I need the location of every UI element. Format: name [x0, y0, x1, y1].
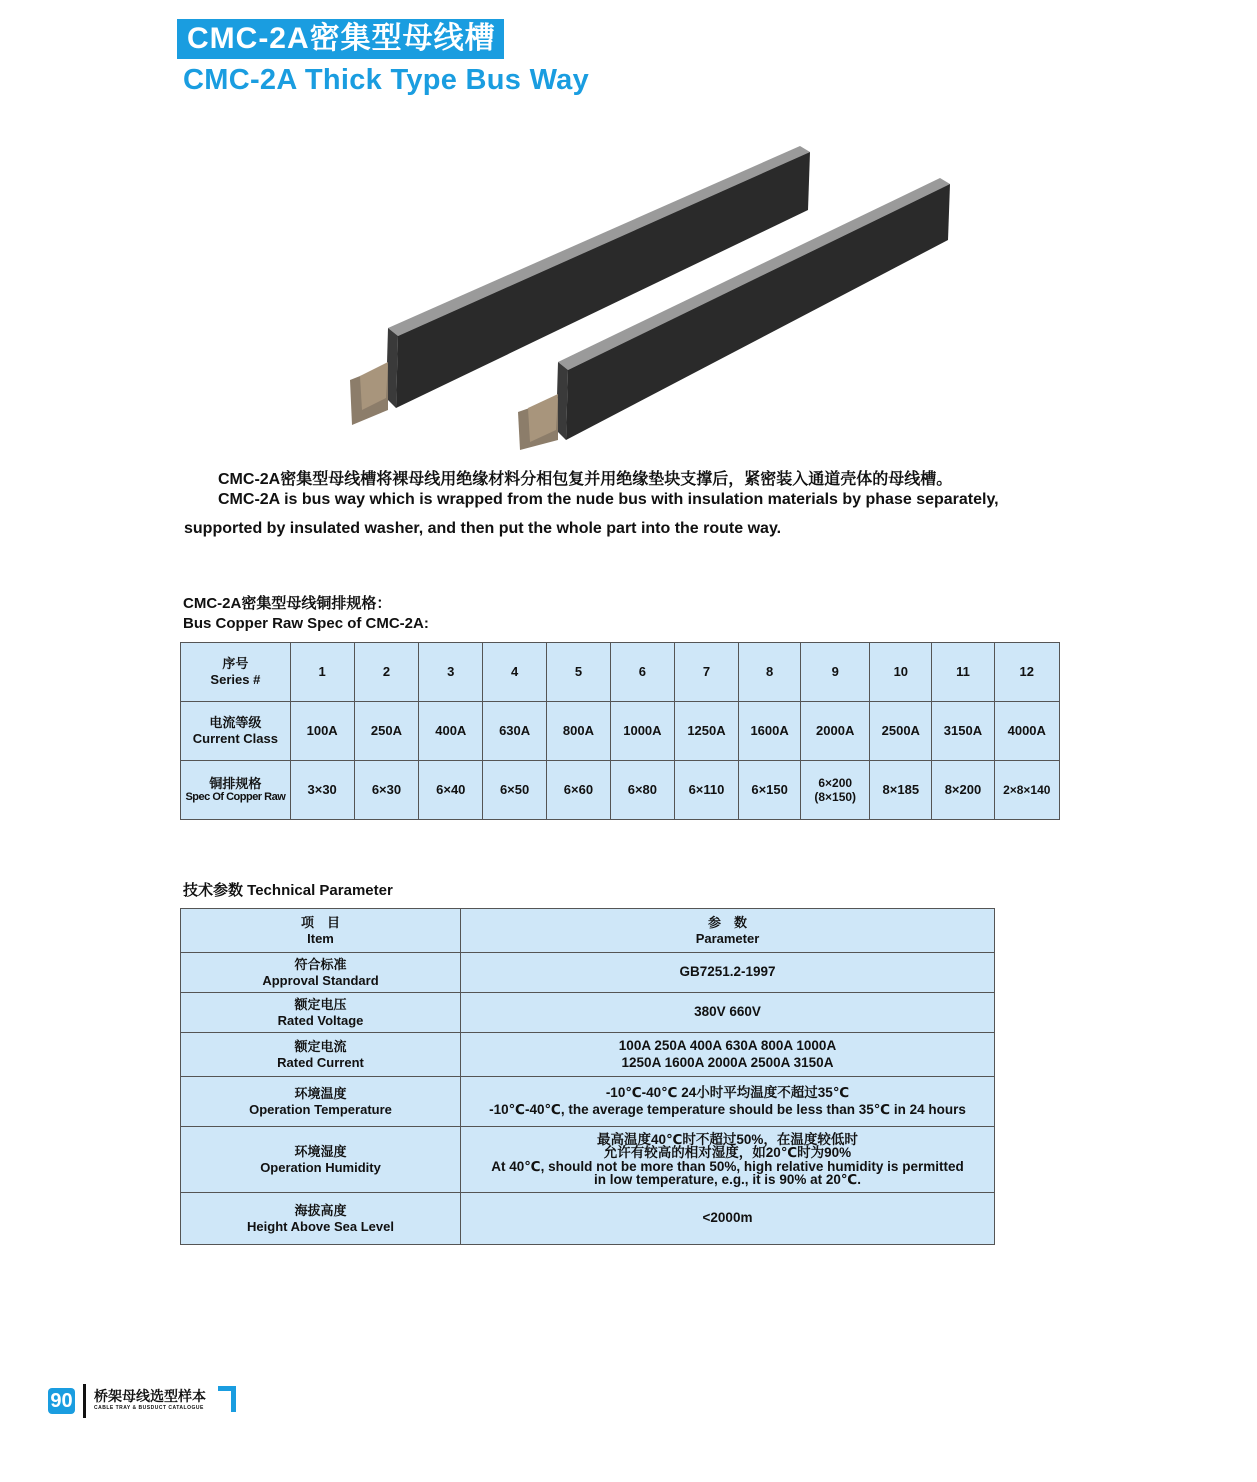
- item-cn: 环境湿度: [294, 1143, 347, 1159]
- item-en: Operation Humidity: [260, 1159, 381, 1175]
- parameter-line: GB7251.2-1997: [679, 964, 776, 980]
- item-en: Rated Voltage: [277, 1012, 364, 1028]
- spec-cell: 12: [994, 643, 1059, 702]
- spec-cell: 2500A: [870, 702, 932, 761]
- spec-cell: 6×50: [483, 761, 547, 820]
- spec-row: [181, 643, 1060, 702]
- spec-cell: 10: [870, 643, 932, 702]
- tech-heading: 技术参数 Technical Parameter: [183, 882, 393, 899]
- label-cn: 电流等级: [209, 715, 262, 731]
- copper-spec-table: [180, 642, 1060, 820]
- item-header: [181, 909, 461, 953]
- spec-row-label: [181, 702, 291, 761]
- tech-header-row: [181, 909, 995, 953]
- spec-cell: 400A: [419, 702, 483, 761]
- spec-cell: 3: [419, 643, 483, 702]
- parameter-line: in low temperature, e.g., it is 90% at 20℃.: [594, 1172, 861, 1187]
- item-header-en: Item: [307, 930, 334, 946]
- item-cn: 环境温度: [294, 1085, 347, 1101]
- spec-cell: 6×40: [419, 761, 483, 820]
- parameter-line: 允许有较高的相对湿度，如20℃时为90%: [603, 1145, 852, 1160]
- parameter-header: [461, 909, 995, 953]
- spec-cell: 2000A: [801, 702, 870, 761]
- parameter-cell: [461, 1033, 995, 1077]
- spec-cell: 7: [674, 643, 738, 702]
- footer-divider: [83, 1384, 86, 1418]
- spec-heading-en: Bus Copper Raw Spec of CMC-2A:: [183, 615, 429, 632]
- label-en: Current Class: [192, 731, 278, 746]
- page-title-cn: CMC-2A密集型母线槽: [177, 19, 504, 59]
- parameter-cell: [461, 1193, 995, 1245]
- technical-parameter-table: [180, 908, 995, 1245]
- item-en: Approval Standard: [262, 972, 379, 988]
- spec-cell: 8: [739, 643, 801, 702]
- parameter-line: 1250A 1600A 2000A 2500A 3150A: [621, 1054, 834, 1070]
- item-cn: 额定电流: [294, 1038, 347, 1054]
- item-cell: [181, 1033, 461, 1077]
- corner-bracket-icon: [218, 1386, 236, 1412]
- spec-cell: 4: [483, 643, 547, 702]
- parameter-cell: [461, 993, 995, 1033]
- tech-row: [181, 993, 995, 1033]
- spec-cell: 800A: [547, 702, 611, 761]
- spec-cell: 6×60: [547, 761, 611, 820]
- spec-cell: 100A: [290, 702, 354, 761]
- label-en: Series #: [210, 672, 261, 687]
- spec-cell: 6×80: [610, 761, 674, 820]
- spec-cell: 6×110: [674, 761, 738, 820]
- label-en: Spec Of Copper Raw: [185, 791, 286, 804]
- spec-cell: 8×185: [870, 761, 932, 820]
- parameter-cell: [461, 1127, 995, 1193]
- spec-cell: 6: [610, 643, 674, 702]
- item-en: Operation Temperature: [249, 1101, 392, 1117]
- spec-cell: 11: [932, 643, 994, 702]
- parameter-line: <2000m: [702, 1210, 753, 1226]
- description-en-line1: CMC-2A is bus way which is wrapped from the nude bus with insulation materials by phase separately,: [218, 491, 999, 508]
- item-cn: 海拔高度: [294, 1202, 347, 1218]
- item-en: Height Above Sea Level: [247, 1218, 394, 1234]
- spec-cell: 1600A: [739, 702, 801, 761]
- spec-cell: 8×200: [932, 761, 994, 820]
- spec-cell: 9: [801, 643, 870, 702]
- spec-cell: 3×30: [290, 761, 354, 820]
- spec-cell: 1250A: [674, 702, 738, 761]
- parameter-cell: [461, 1077, 995, 1127]
- spec-cell: 5: [547, 643, 611, 702]
- tech-row: [181, 1033, 995, 1077]
- spec-cell: 2: [354, 643, 419, 702]
- description-cn: CMC-2A密集型母线槽将裸母线用绝缘材料分相包复并用绝缘垫块支撑后，紧密装入通道壳体的母线槽。: [218, 471, 953, 488]
- label-cn: 铜排规格: [209, 775, 262, 791]
- param-header-en: Parameter: [695, 930, 760, 946]
- item-cell: [181, 953, 461, 993]
- spec-cell: 4000A: [994, 702, 1059, 761]
- item-cell: [181, 1077, 461, 1127]
- item-cn: 额定电压: [294, 996, 347, 1012]
- page-title-en: CMC-2A Thick Type Bus Way: [183, 64, 590, 96]
- spec-cell: 1000A: [610, 702, 674, 761]
- spec-heading-cn: CMC-2A密集型母线铜排规格：: [183, 595, 392, 612]
- item-en: Rated Current: [277, 1054, 364, 1070]
- item-header-cn: 项 目: [300, 914, 340, 930]
- spec-cell: 6×30: [354, 761, 419, 820]
- description-en-line2: supported by insulated washer, and then put the whole part into the route way.: [184, 520, 782, 537]
- page-number: 90: [48, 1388, 75, 1414]
- spec-row: [181, 761, 1060, 820]
- spec-row-label: [181, 643, 291, 702]
- parameter-line: At 40℃, should not be more than 50%, high relative humidity is permitted: [491, 1158, 964, 1174]
- param-header-cn: 参 数: [707, 914, 747, 930]
- item-cn: 符合标准: [294, 956, 347, 972]
- spec-cell: 6×200 (8×150): [801, 761, 870, 820]
- tech-row: [181, 953, 995, 993]
- parameter-line: -10℃-40℃ 24小时平均温度不超过35℃: [605, 1085, 850, 1101]
- parameter-line: 380V 660V: [694, 1004, 761, 1020]
- parameter-line: 100A 250A 400A 630A 800A 1000A: [618, 1038, 837, 1054]
- tech-row: [181, 1077, 995, 1127]
- tech-row: [181, 1127, 995, 1193]
- catalog-title-cn: 桥架母线选型样本: [94, 1388, 206, 1404]
- spec-cell: 2×8×140: [994, 761, 1059, 820]
- item-cell: [181, 993, 461, 1033]
- spec-cell: 1: [290, 643, 354, 702]
- parameter-line: -10℃-40℃, the average temperature should be less than 35℃ in 24 hours: [489, 1101, 966, 1117]
- catalog-title-en: CABLE TRAY & BUSDUCT CATALOGUE: [94, 1405, 204, 1411]
- item-cell: [181, 1127, 461, 1193]
- spec-row-label: [181, 761, 291, 820]
- spec-cell: 6×150: [739, 761, 801, 820]
- spec-cell: 630A: [483, 702, 547, 761]
- item-cell: [181, 1193, 461, 1245]
- parameter-line: 最高温度40℃时不超过50%，在温度较低时: [597, 1131, 858, 1147]
- label-cn: 序号: [222, 656, 249, 672]
- busway-product-photo: [330, 140, 970, 450]
- tech-row: [181, 1193, 995, 1245]
- spec-cell: 250A: [354, 702, 419, 761]
- parameter-cell: [461, 953, 995, 993]
- spec-cell: 3150A: [932, 702, 994, 761]
- spec-row: [181, 702, 1060, 761]
